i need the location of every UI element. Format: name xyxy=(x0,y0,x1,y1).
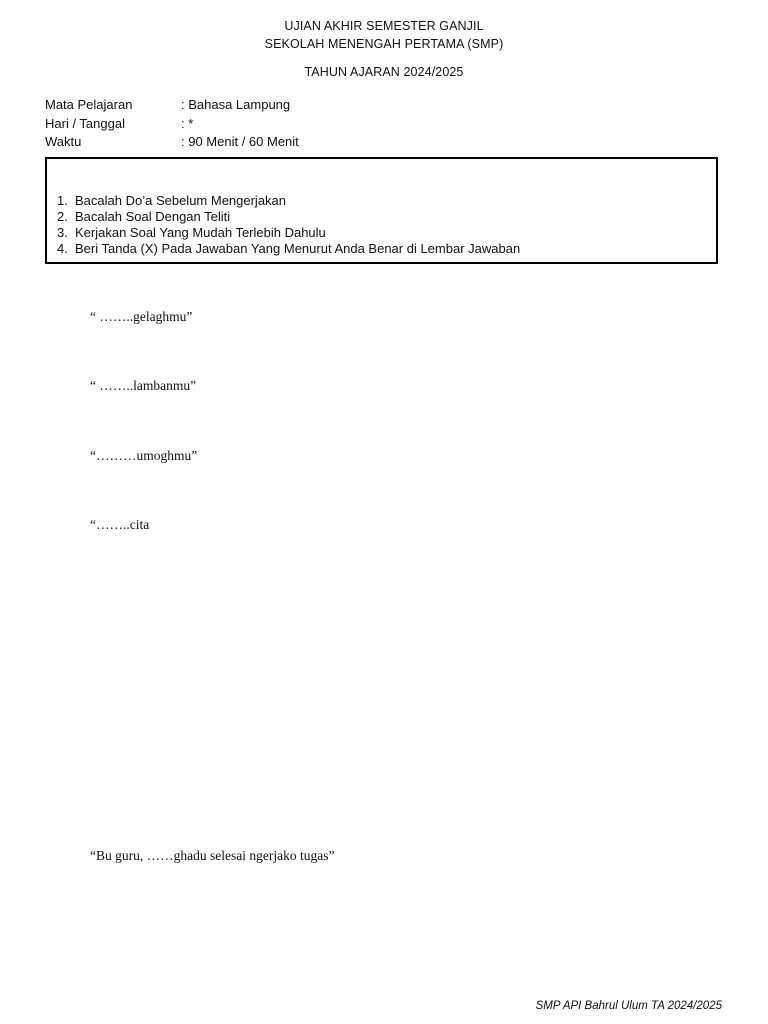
instructions-box xyxy=(45,157,718,264)
instruction-item xyxy=(57,225,520,241)
question-2: “ ……..lambanmu” xyxy=(90,378,197,393)
meta-value: : 90 Menit / 60 Menit xyxy=(181,134,299,149)
instruction-text: Kerjakan Soal Yang Mudah Terlebih Dahulu xyxy=(75,225,326,240)
instruction-text: Bacalah Do’a Sebelum Mengerjakan xyxy=(75,193,287,208)
meta-label: Mata Pelajaran xyxy=(45,97,133,112)
instruction-item xyxy=(57,209,520,225)
meta-value: : Bahasa Lampung xyxy=(181,97,291,112)
instruction-number: 1. xyxy=(57,193,68,208)
meta-label: Hari / Tanggal xyxy=(45,116,125,131)
instruction-text: Beri Tanda (X) Pada Jawaban Yang Menurut Anda Benar di Lembar Jawaban xyxy=(75,241,521,256)
header-school: SEKOLAH MENENGAH PERTAMA (SMP) xyxy=(264,37,504,51)
meta-label: Waktu xyxy=(45,134,82,149)
header-year: TAHUN AJARAN 2024/2025 xyxy=(304,65,464,79)
meta-value: : * xyxy=(181,116,194,131)
question-4: “……..cita xyxy=(90,517,150,532)
instruction-item xyxy=(57,193,520,209)
question-1: “ ……..gelaghmu” xyxy=(90,309,193,324)
question-3: “………umoghmu” xyxy=(90,448,198,463)
footer-note: SMP API Bahrul Ulum TA 2024/2025 xyxy=(535,1000,722,1012)
instruction-number: 3. xyxy=(57,225,68,240)
instruction-number: 2. xyxy=(57,209,68,224)
instruction-text: Bacalah Soal Dengan Teliti xyxy=(75,209,231,224)
instructions-list xyxy=(57,193,520,257)
instruction-item xyxy=(57,241,520,257)
header-title: UJIAN AKHIR SEMESTER GANJIL xyxy=(284,19,484,33)
instruction-number: 4. xyxy=(57,241,68,256)
question-5: “Bu guru, ……ghadu selesai ngerjako tugas” xyxy=(90,848,335,863)
